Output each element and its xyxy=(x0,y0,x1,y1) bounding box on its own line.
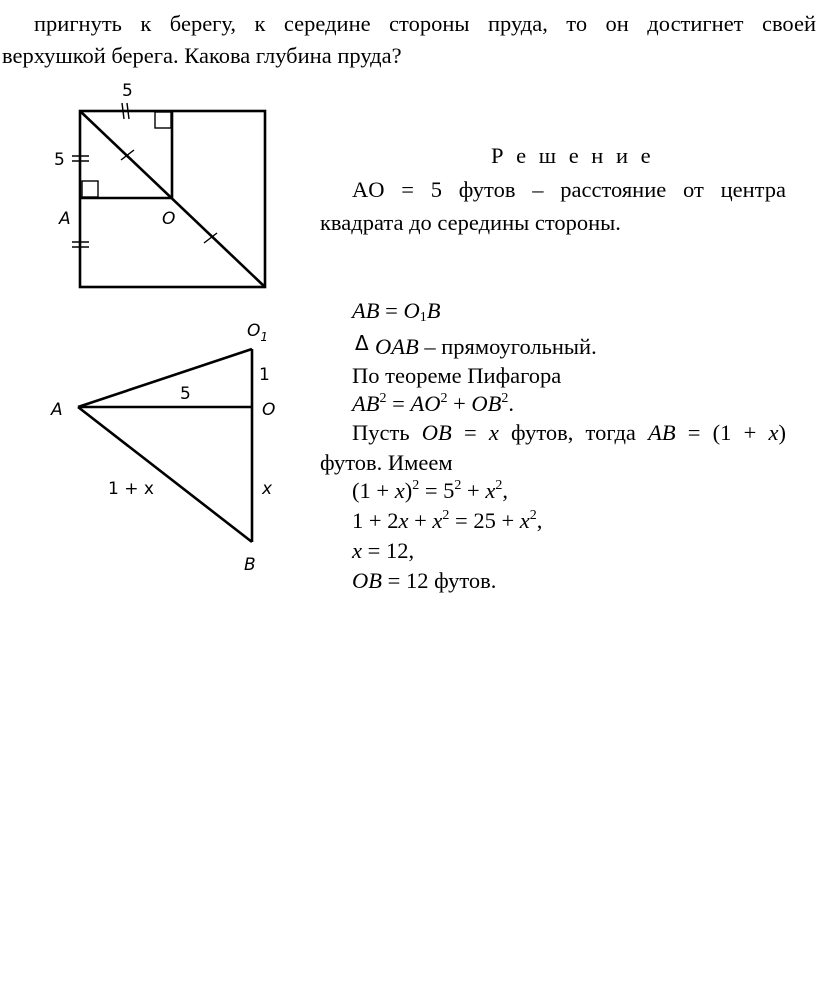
triangle-point-o-label: O xyxy=(262,400,276,420)
square-left-label: 5 xyxy=(54,150,65,170)
segment-1x-label: 1 + x xyxy=(108,479,154,499)
side-a-b xyxy=(78,407,252,542)
triangle-symbol: Δ xyxy=(355,331,369,355)
pythagoras-line: По теореме Пифагора xyxy=(352,363,562,388)
tick-mark xyxy=(127,103,129,119)
segment-5-label: 5 xyxy=(180,384,191,404)
solution-heading: Р е ш е н и е xyxy=(491,143,655,168)
triangle-point-a-label: A xyxy=(51,400,63,420)
point-a-label: A xyxy=(59,209,71,229)
point-o-label: O xyxy=(162,209,176,229)
ab-equals-o1b: AB = $O_1B$ xyxy=(352,298,441,325)
right-angle-mark-left xyxy=(82,181,98,197)
point-b-label: B xyxy=(244,555,256,575)
triangle-figure xyxy=(78,349,252,542)
let-line-2: футов. Имеем xyxy=(320,450,453,475)
segment-1-label: 1 xyxy=(259,365,270,385)
point-o1-label: $O_1$ xyxy=(247,321,269,344)
triangle-right-statement: OAB – прямоугольный. xyxy=(375,334,597,359)
answer-line: OB = 12 футов. xyxy=(352,568,497,593)
problem-line-1: пригнуть к берегу, к середине стороны пруда, то он достигнет своей xyxy=(34,11,816,36)
equation-4: x = 12, xyxy=(352,538,415,563)
pythagoras-equation: $AB^2 = AO^2 + OB^2$. xyxy=(352,391,515,416)
equation-3: $1 + 2x + x^2 = 25 + x^2$, xyxy=(352,508,543,533)
ao-line-1: AO = 5 футов – расстояние от центра xyxy=(352,177,786,202)
side-a-o1 xyxy=(78,349,252,407)
ao-paragraph xyxy=(320,173,786,239)
let-line-1: Пусть OB = x футов, тогда AB = (1 + x) xyxy=(352,420,786,445)
ao-line-2: квадрата до середины стороны. xyxy=(320,210,621,235)
segment-x-label: x xyxy=(262,479,273,499)
problem-line-2: верхушкой берега. Какова глубина пруда? xyxy=(2,43,402,68)
square-figure xyxy=(72,103,265,287)
tick-mark xyxy=(122,103,124,119)
square-top-label: 5 xyxy=(122,81,133,101)
right-angle-mark-top xyxy=(155,112,171,128)
equation-2: $(1 + x)^2 = 5^2 + x^2$, xyxy=(352,478,508,503)
